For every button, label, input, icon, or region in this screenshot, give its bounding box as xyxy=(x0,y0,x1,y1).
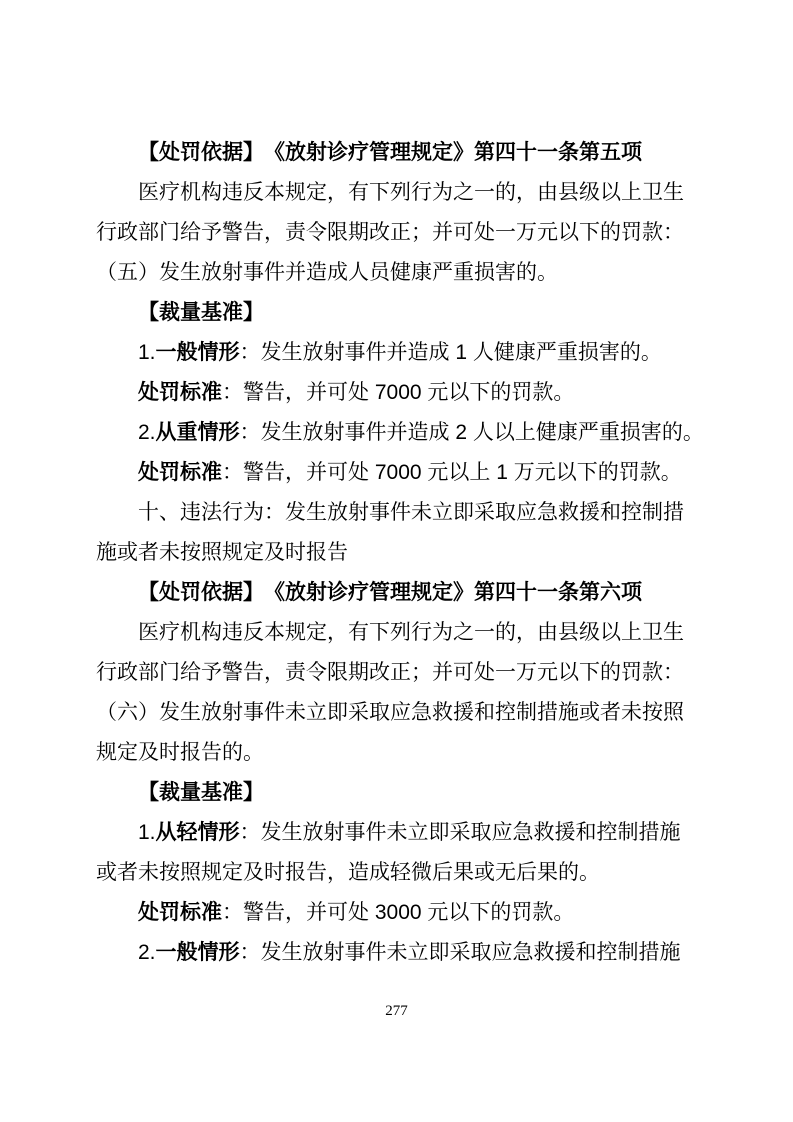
body-text: 行政部门给予警告，责令限期改正；并可处一万元以下的罚款： xyxy=(96,661,684,684)
text-line xyxy=(96,933,697,973)
emphasis-text: 一般情形 xyxy=(155,341,240,364)
body-text: ：发生放射事件未立即采取应急救援和控制措施 xyxy=(239,821,681,844)
emphasis-text: 从重情形 xyxy=(155,421,240,444)
body-text: （六）发生放射事件未立即采取应急救援和控制措施或者未按照 xyxy=(96,701,684,724)
text-line xyxy=(96,533,697,573)
text-line xyxy=(96,333,697,373)
body-text: 医疗机构违反本规定，有下列行为之一的，由县级以上卫生 xyxy=(138,181,684,204)
text-line xyxy=(96,773,697,813)
page-body xyxy=(96,133,704,973)
body-text: ：发生放射事件并造成 1 人健康严重损害的。 xyxy=(239,341,662,364)
body-text: 行政部门给予警告，责令限期改正；并可处一万元以下的罚款： xyxy=(96,221,684,244)
emphasis-text: 处罚标准 xyxy=(138,461,222,484)
body-text: 或者未按照规定及时报告，造成轻微后果或无后果的。 xyxy=(96,861,600,884)
page-number: 277 xyxy=(385,1003,408,1019)
body-text: 1. xyxy=(138,341,156,364)
text-line xyxy=(96,613,697,653)
text-line xyxy=(96,693,697,733)
emphasis-text: 从轻情形 xyxy=(155,821,240,844)
body-text: 十、违法行为：发生放射事件未立即采取应急救援和控制措 xyxy=(138,501,684,524)
text-line xyxy=(96,893,697,933)
emphasis-text: 【裁量基准】 xyxy=(138,301,264,324)
body-text: 2. xyxy=(138,421,156,444)
text-line xyxy=(96,173,697,213)
emphasis-text: 【处罚依据】 《放射诊疗管理规定》第四十一条第五项 xyxy=(138,141,642,164)
body-text: （五）发生放射事件并造成人员健康严重损害的。 xyxy=(96,261,558,284)
emphasis-text: 处罚标准 xyxy=(138,381,222,404)
body-text: ：警告，并可处 3000 元以下的罚款。 xyxy=(222,901,575,924)
text-line xyxy=(96,253,697,293)
body-text: 2. xyxy=(138,941,156,964)
text-line xyxy=(96,653,697,693)
text-line xyxy=(96,573,697,613)
text-line xyxy=(96,413,704,453)
text-line xyxy=(96,853,697,893)
emphasis-text: 【裁量基准】 xyxy=(138,781,264,804)
text-line xyxy=(96,453,697,493)
body-text: 施或者未按照规定及时报告 xyxy=(96,541,348,564)
emphasis-text: 处罚标准 xyxy=(138,901,222,924)
emphasis-text: 【处罚依据】 《放射诊疗管理规定》第四十一条第六项 xyxy=(138,581,642,604)
body-text: ：警告，并可处 7000 元以上 1 万元以下的罚款。 xyxy=(222,461,682,484)
body-text: 规定及时报告的。 xyxy=(96,741,264,764)
text-line xyxy=(96,813,697,853)
body-text: ：发生放射事件并造成 2 人以上健康严重损害的。 xyxy=(239,421,704,444)
emphasis-text: 一般情形 xyxy=(155,941,240,964)
text-line xyxy=(96,133,697,173)
body-text: 1. xyxy=(138,821,156,844)
text-line xyxy=(96,493,697,533)
body-text: ：警告，并可处 7000 元以下的罚款。 xyxy=(222,381,575,404)
text-line xyxy=(96,733,697,773)
body-text: 医疗机构违反本规定，有下列行为之一的，由县级以上卫生 xyxy=(138,621,684,644)
text-line xyxy=(96,293,697,333)
text-line xyxy=(96,213,697,253)
body-text: ：发生放射事件未立即采取应急救援和控制措施 xyxy=(239,941,681,964)
text-line xyxy=(96,373,697,413)
